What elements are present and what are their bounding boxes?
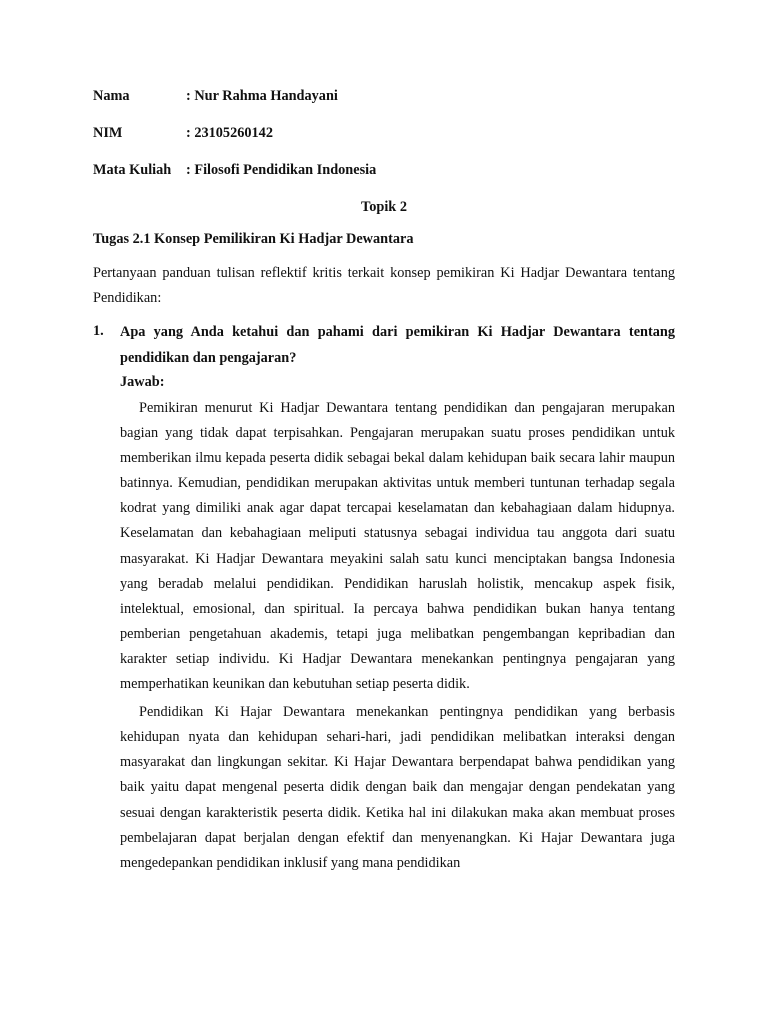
meta-value: : 23105260142: [186, 125, 273, 141]
answer-label: Jawab:: [120, 374, 165, 390]
meta-label: Mata Kuliah: [93, 162, 172, 178]
answer-paragraph: Pendidikan Ki Hajar Dewantara menekankan pentingnya pendidikan yang berbasis kehidupan nyata dan kehidupan sehari-hari, jadi pendidikan melibatkan interaksi dengan masyarakat dan lingkungan sekitar. Ki Hajar Dewantara berpendapat bahwa pendidikan yang baik yaitu dapat mengenal peserta didik dengan baik dan mengajar dengan pendekatan yang sesuai dengan karakteristik peserta didik. Ketika hal ini dilakukan maka akan membuat proses pembelajaran dapat berjalan dengan efektif dan menyenangkan. Ki Hajar Dewantara juga mengedepankan pendidikan inklusif yang mana pendidikan: [120, 704, 675, 871]
question-list: [93, 319, 675, 876]
meta-row-name: [93, 86, 675, 106]
meta-row-nim: [93, 123, 675, 143]
question-text: Apa yang Anda ketahui dan pahami dari pemikiran Ki Hadjar Dewantara tentang pendidikan dan pengajaran?: [120, 324, 675, 366]
question-number: 1.: [93, 323, 104, 339]
meta-row-course: [93, 160, 675, 180]
meta-label: Nama: [93, 88, 130, 104]
meta-value: : Nur Rahma Handayani: [186, 88, 338, 104]
intro-paragraph: Pertanyaan panduan tulisan reflektif kritis terkait konsep pemikiran Ki Hadjar Dewantara tentang Pendidikan:: [93, 265, 675, 306]
document-page: [93, 86, 675, 879]
answer-paragraph: Pemikiran menurut Ki Hadjar Dewantara tentang pendidikan dan pengajaran merupakan bagian yang tidak dapat terpisahkan. Pengajaran merupakan suatu proses pendidikan untuk memberikan ilmu kepada peserta didik sebagai bekal dalam kehidupan baik secara lahir maupun batinnya. Kemudian, pendidikan merupakan aktivitas untuk memberi tuntunan terhadap segala kodrat yang dimiliki anak agar dapat tercapai keselamatan dan kebahagiaan dalam hidupnya. Keselamatan dan kebahagiaan meliputi statusnya sebagai individua tau anggota dari suatu masyarakat. Ki Hadjar Dewantara meyakini salah satu kunci menciptakan bangsa Indonesia yang beradab melalui pendidikan. Pendidikan haruslah holistik, mencakup aspek fisik, intelektual, emosional, dan spiritual. Ia percaya bahwa pendidikan bukan hanya tentang pemberian pengetahuan akademis, tetapi juga melibatkan pengembangan kepribadian dan karakter setiap individu. Ki Hadjar Dewantara menekankan pentingnya pengajaran yang memperhatikan keunikan dan kebutuhan setiap peserta didik.: [120, 400, 675, 693]
meta-label: NIM: [93, 125, 123, 141]
topic-heading: Topik 2: [361, 199, 407, 215]
meta-value: : Filosofi Pendidikan Indonesia: [186, 162, 377, 178]
task-title: Tugas 2.1 Konsep Pemilikiran Ki Hadjar Dewantara: [93, 231, 414, 247]
